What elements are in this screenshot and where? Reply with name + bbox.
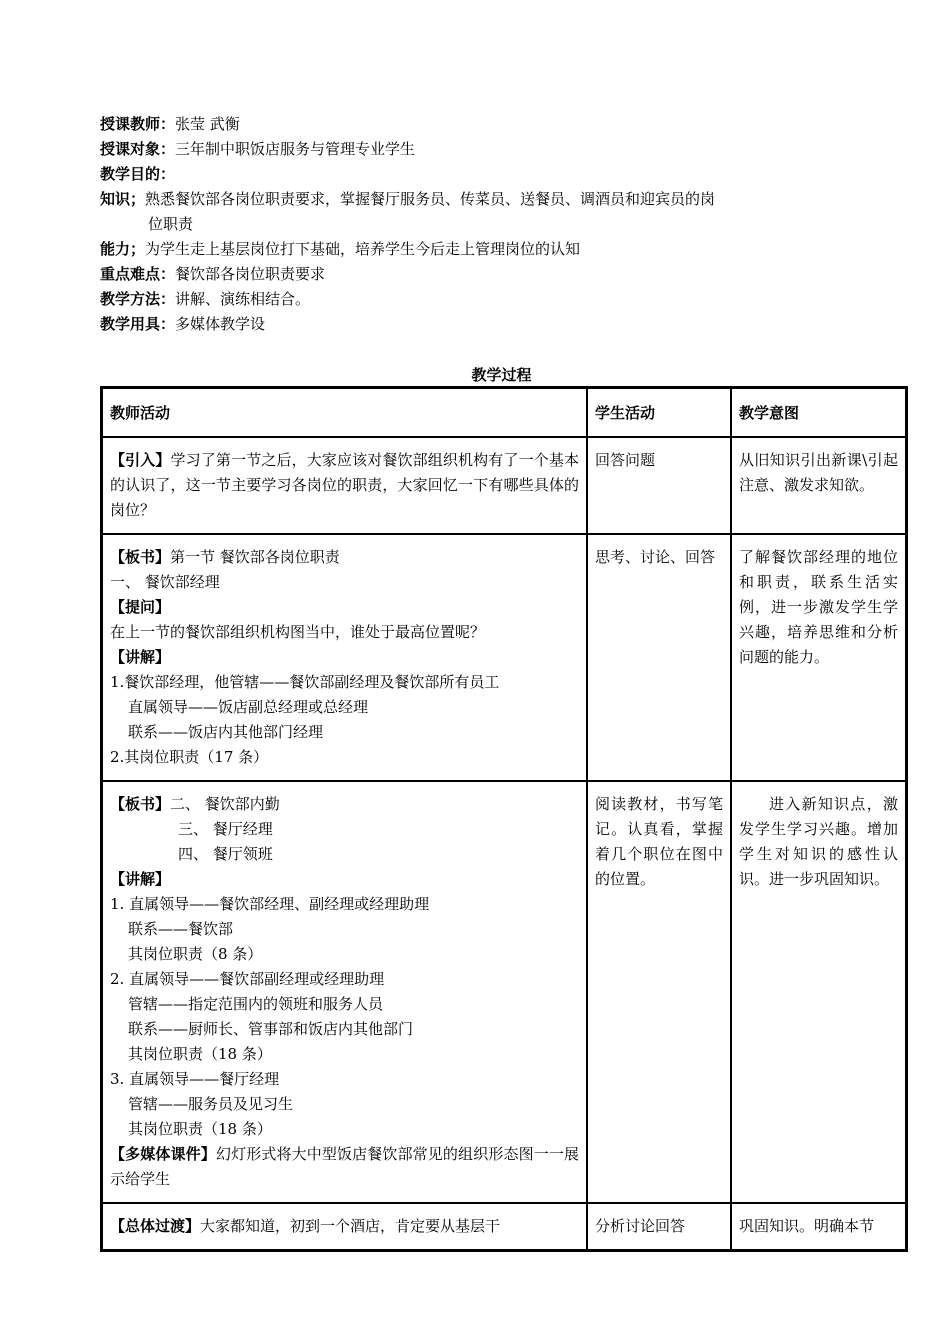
lesson-info <box>100 112 820 337</box>
header-intent: 教学意图 <box>731 388 906 437</box>
student-cell: 回答问题 <box>587 437 731 534</box>
explain-tag: 【讲解】 <box>110 870 171 888</box>
audience-label: 授课对象： <box>100 140 176 158</box>
text-line: 联系——餐饮部 <box>128 920 234 938</box>
multimedia-line <box>110 1142 579 1192</box>
text-line: 管辖——服务员及见习生 <box>128 1095 294 1113</box>
header-teacher: 教师活动 <box>102 388 587 437</box>
text-line: 四、 餐厅领班 <box>178 845 273 863</box>
table-row <box>102 781 906 1203</box>
key-label: 重点难点： <box>100 265 176 283</box>
text-line: 3. 直属领导——餐厅经理 <box>110 1070 280 1088</box>
intent-cell: 从旧知识引出新课\引起注意、激发求知欲。 <box>731 437 906 534</box>
tool-label: 教学用具： <box>100 315 176 333</box>
teacher-cell <box>102 534 587 781</box>
method-label: 教学方法： <box>100 290 176 308</box>
teacher-value: 张莹 武衡 <box>175 115 240 133</box>
text-line: 一、 餐饮部经理 <box>110 573 220 591</box>
student-cell: 思考、讨论、回答 <box>587 534 731 781</box>
text-line: 直属领导——饭店副总经理或总经理 <box>128 698 369 716</box>
transition-text: 大家都知道，初到一个酒店，肯定要从基层干 <box>200 1217 501 1235</box>
goal-label: 教学目的： <box>100 165 176 183</box>
text-line: 其岗位职责（8 条） <box>128 945 263 963</box>
teacher-cell <box>102 1203 587 1250</box>
text-line: 其岗位职责（18 条） <box>128 1045 272 1063</box>
text-line: 管辖——指定范围内的领班和服务人员 <box>128 995 384 1013</box>
text-line: 1. 直属领导——餐饮部经理、副经理或经理助理 <box>110 895 430 913</box>
board-text: 二、 餐饮部内勤 <box>170 795 280 813</box>
board-text: 第一节 餐饮部各岗位职责 <box>170 548 340 566</box>
board-tag: 【板书】 <box>110 795 171 813</box>
teacher-label: 授课教师： <box>100 115 176 133</box>
key-row <box>100 262 820 287</box>
teacher-cell <box>102 437 587 534</box>
text-line: 2. 直属领导——餐饮部副经理或经理助理 <box>110 970 385 988</box>
student-cell: 阅读教材，书写笔记。认真看，掌握着几个职位在图中的位置。 <box>587 781 731 1203</box>
board-line <box>110 792 579 817</box>
multimedia-text: 幻灯形式将大中型饭店餐饮部常见的组织形态图一一展示给学生 <box>110 1145 579 1188</box>
multimedia-tag: 【多媒体课件】 <box>110 1145 216 1163</box>
text-line: 2.其岗位职责（17 条） <box>110 748 269 766</box>
header-student: 学生活动 <box>587 388 731 437</box>
text-line: 在上一节的餐饮部组织机构图当中，谁处于最高位置呢？ <box>110 623 486 641</box>
text-line: 三、 餐厅经理 <box>178 820 273 838</box>
tool-value: 多媒体教学设 <box>175 315 266 333</box>
knowledge-label: 知识； <box>100 190 146 208</box>
table-row <box>102 534 906 781</box>
text-line: 1.餐饮部经理，他管辖——餐饮部副经理及餐饮部所有员工 <box>110 673 500 691</box>
audience-value: 三年制中职饭店服务与管理专业学生 <box>175 140 416 158</box>
ability-value: 为学生走上基层岗位打下基础，培养学生今后走上管理岗位的认知 <box>145 240 581 258</box>
method-row <box>100 287 820 312</box>
intent-cell: 进入新知识点，激发学生学习兴趣。增加学生对知识的感性认识。进一步巩固知识。 <box>731 781 906 1203</box>
tool-row <box>100 312 820 337</box>
board-line <box>110 545 579 570</box>
ability-label: 能力； <box>100 240 146 258</box>
teacher-row <box>100 112 820 137</box>
table-row <box>102 437 906 534</box>
knowledge-row-cont: 位职责 <box>148 215 194 233</box>
process-table <box>100 386 908 1252</box>
intent-cell: 了解餐饮部经理的地位和职责，联系生活实例，进一步激发学生学兴趣，培养思维和分析问题的能力。 <box>731 534 906 781</box>
board-tag: 【板书】 <box>110 548 171 566</box>
knowledge-value: 熟悉餐饮部各岗位职责要求，掌握餐厅服务员、传菜员、送餐员、调酒员和迎宾员的岗 <box>145 190 716 208</box>
knowledge-row <box>100 187 820 212</box>
method-value: 讲解、演练相结合。 <box>175 290 311 308</box>
goal-row <box>100 162 820 187</box>
ability-row <box>100 237 820 262</box>
question-tag: 【提问】 <box>110 598 171 616</box>
key-value: 餐饮部各岗位职责要求 <box>175 265 326 283</box>
transition-tag: 【总体过渡】 <box>110 1217 201 1235</box>
table-header-row <box>102 388 906 437</box>
student-cell: 分析讨论回答 <box>587 1203 731 1250</box>
audience-row <box>100 137 820 162</box>
explain-tag: 【讲解】 <box>110 648 171 666</box>
teacher-cell <box>102 781 587 1203</box>
text-line: 联系——饭店内其他部门经理 <box>128 723 324 741</box>
text-line: 其岗位职责（18 条） <box>128 1120 272 1138</box>
intent-cell: 巩固知识。明确本节 <box>731 1203 906 1250</box>
intro-text: 学习了第一节之后，大家应该对餐饮部组织机构有了一个基本的认识了，这一节主要学习各岗位的职责，大家回忆一下有哪些具体的岗位？ <box>110 451 579 519</box>
text-line: 联系——厨师长、管事部和饭店内其他部门 <box>128 1020 414 1038</box>
table-row <box>102 1203 906 1250</box>
process-title: 教学过程 <box>471 366 532 384</box>
intro-tag: 【引入】 <box>110 451 171 469</box>
